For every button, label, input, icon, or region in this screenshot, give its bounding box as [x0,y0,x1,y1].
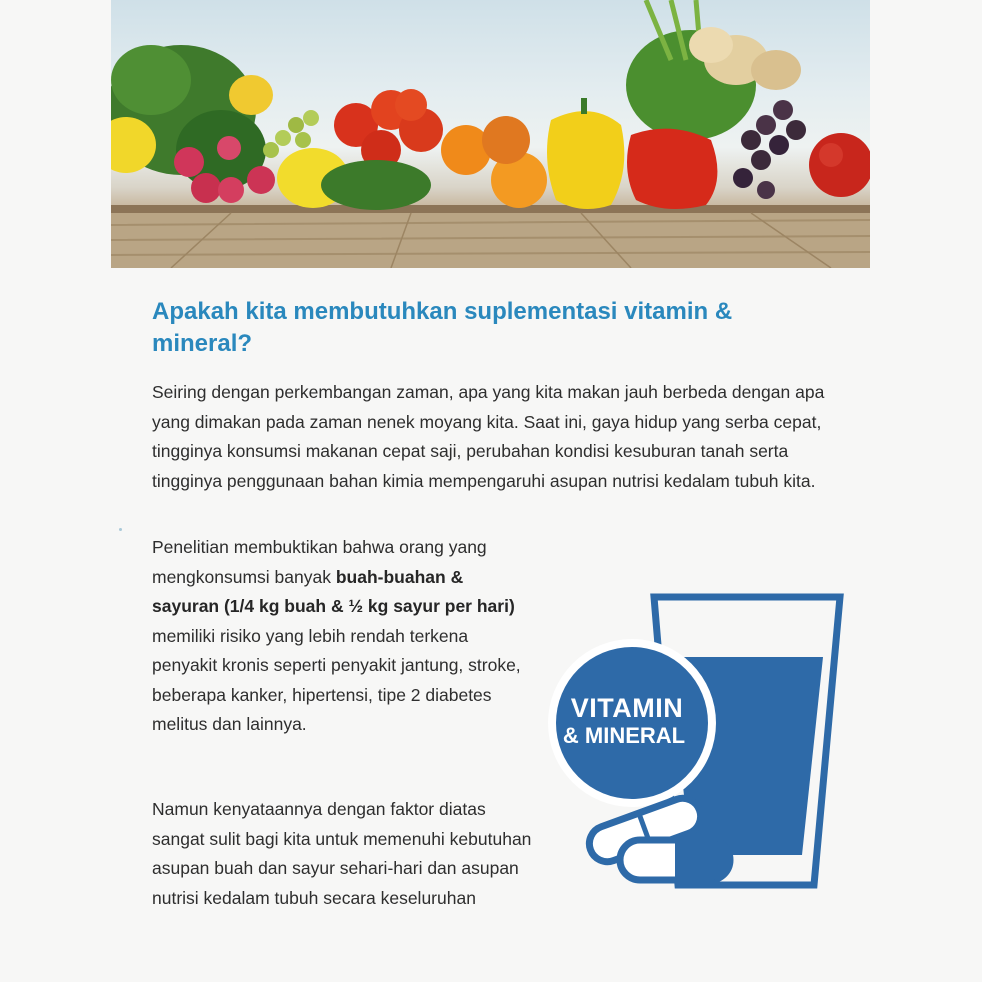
badge-line-2: & MINERAL [562,723,686,748]
paragraph-research-highlight: buah-buahan & sayuran (1/4 kg buah & ½ kg sayur per hari) [152,566,515,616]
paragraph-research [152,533,532,740]
print-speck [119,528,122,531]
paragraph-conclusion: Namun kenyataannya dengan faktor diatas sangat sulit bagi kita untuk memenuhi kebutuhan asupan buah dan sayur sehari-hari dan asupan nutrisi kedalam tubuh secara keseluruhan [152,799,532,908]
vitamin-mineral-badge [548,693,706,749]
paragraph-research-rest: memiliki risiko yang lebih rendah terkena penyakit kronis seperti penyakit jantung, stroke, beberapa kanker, hipertensi, tipe 2 diabetes melitus dan lainnya. [152,625,521,734]
page-title: Apakah kita membutuhkan suplementasi vitamin & mineral? [152,298,733,357]
fruits-vegetables-photo [111,0,870,268]
badge-line-1: VITAMIN [570,693,684,723]
paragraph-intro: Seiring dengan perkembangan zaman, apa yang kita makan jauh berbeda dengan apa yang dimakan pada zaman nenek moyang kita. Saat ini, gaya hidup yang serba cepat, tingginya konsumsi makanan cepat saji, perubahan kondisi kesuburan tanah serta tingginya penggunaan bahan kimia mempengaruhi asupan nutrisi kedalam tubuh kita. [152,382,825,491]
paragraph-research-intro: Penelitian membuktikan bahwa orang yang mengkonsumsi banyak [152,537,487,587]
